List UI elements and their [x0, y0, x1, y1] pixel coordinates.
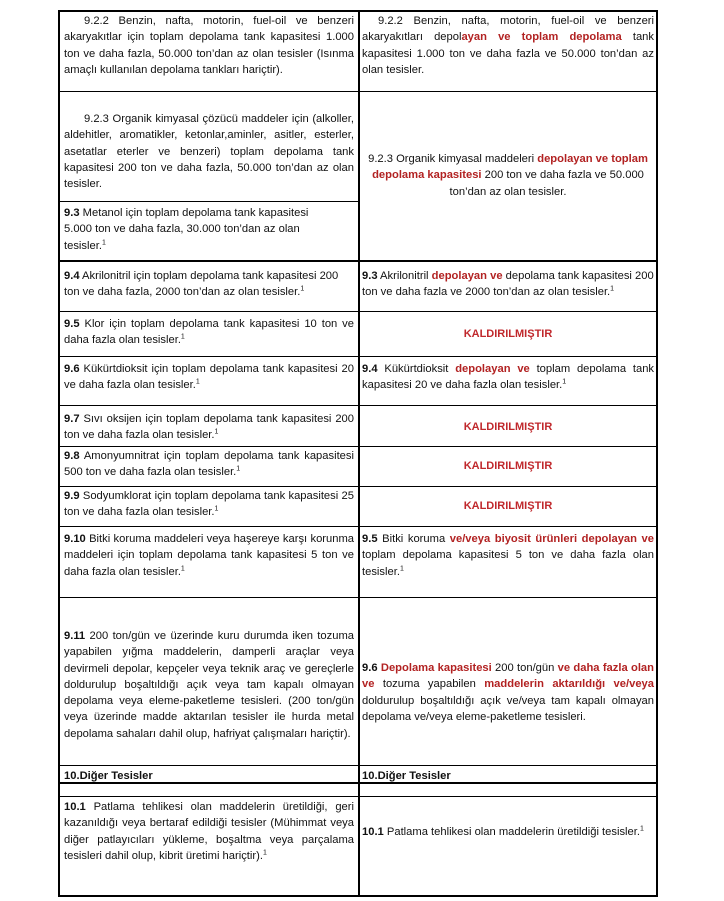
- row-separator: [58, 796, 658, 797]
- section-number: 10.: [64, 770, 80, 782]
- footnote-ref: 1: [610, 285, 615, 293]
- new-text: 200 ton/gün: [491, 662, 558, 674]
- new-provision-9-3: [362, 268, 654, 301]
- table-border-left: [58, 10, 60, 896]
- item-number: 9.4: [362, 363, 378, 375]
- item-number: 10.1: [362, 826, 384, 838]
- old-provision-9-5: [64, 316, 354, 349]
- footnote-ref: 1: [214, 505, 219, 513]
- changed-text: ve/veya biyosit ürünleri depolayan ve: [449, 533, 654, 545]
- item-number: 9.10: [64, 533, 86, 545]
- new-text: Kükürtdioksit: [377, 363, 456, 375]
- item-number: 9.3: [362, 270, 378, 282]
- new-provision-10-1: [362, 824, 654, 840]
- item-number: 9.7: [64, 413, 80, 425]
- old-provision-9-4: [64, 268, 354, 301]
- changed-text: depolayan ve toplam depolama kapasitesi: [372, 153, 648, 182]
- old-provision-9-7: [64, 411, 354, 444]
- row-separator: [58, 260, 658, 262]
- new-provision-9-2-3: [362, 151, 654, 200]
- old-text: Amonyumnitrat için toplam depolama tank kapasitesi 500 ton ve daha fazla olan tesisler.: [64, 450, 354, 479]
- old-text: 9.2.2 Benzin, nafta, motorin, fuel-oil ve benzeri akaryakıtlar için toplam depolama tank kapasitesi 1.000 ton ve daha fazla, 50.000 ton’dan az olan tesisler (Isınma amaçlı kullanılan depolama tankları hariçtir).: [64, 15, 354, 76]
- footnote-ref: 1: [180, 333, 185, 341]
- new-text: Bitki koruma: [377, 533, 450, 545]
- new-text: toplam depolama tank kapasitesi 20 ve daha fazla olan tesisler.: [362, 363, 655, 392]
- section-title: Diğer Tesisler: [79, 770, 153, 782]
- new-text: 9.2.2 Benzin, nafta, motorin, fuel-oil ve benzeri akaryakıtları depol: [362, 15, 654, 44]
- old-text: Metanol için toplam depolama tank kapasitesi 5.000 ton ve daha fazla, 30.000 ton’dan az olan tesisler.: [64, 207, 309, 252]
- old-text: 9.2.3 Organik kimyasal çözücü maddeler için (alkoller, aldehitler, aromatikler, ketonlar,aminler, asitler, esterler, asetatlar eterler ve benzeri) toplam depolama tank kapasitesi 200 ton ve daha fazla, 50.000 ton’dan az olan tesisler.: [64, 113, 354, 191]
- row-separator: [58, 446, 658, 447]
- footnote-ref: 1: [562, 378, 567, 386]
- old-provision-9-9: [64, 488, 354, 521]
- row-separator: [58, 765, 658, 766]
- old-provision-10-1: [64, 799, 354, 864]
- item-number: 9.4: [64, 270, 80, 282]
- old-text: 200 ton/gün ve üzerinde kuru durumda iken tozuma yapabilen yığma maddelerin, damperli araçlar veya devirmeli depolar, kepçeler veya teknik araç ve gereçlerle doldurulup boşaltıldığı açık veya tam kapalı olmayan depolama veya eleme-paketleme tesisleri. (200 ton/gün veya üzerinde madde aktarılan tesisler ile hurda metal depolama sahaları dahil olup, hafriyat çalışmaları hariçtir).: [64, 630, 354, 740]
- section-header-right: [362, 768, 654, 784]
- new-text: Patlama tehlikesi olan maddelerin üretildiği tesisler.: [383, 826, 640, 838]
- old-provision-9-6: [64, 361, 354, 394]
- new-text: tozuma yapabilen: [374, 678, 485, 691]
- old-text: Klor için toplam depolama tank kapasitesi 10 ton ve daha fazla olan tesisler.: [64, 318, 354, 347]
- removed-label: KALDIRILMIŞTIR: [463, 460, 553, 472]
- section-header-left: [64, 768, 354, 784]
- row-separator: [58, 895, 658, 897]
- item-number: 9.6: [362, 662, 378, 674]
- old-provision-9-10: [64, 531, 354, 580]
- old-text: Akrilonitril için toplam depolama tank kapasitesi 200 ton ve daha fazla, 2000 ton’dan az olan tesisler.: [64, 270, 339, 299]
- item-number: 9.11: [64, 630, 86, 642]
- new-text: tank kapasitesi 1.000 ton ve daha fazla ve 50.000 ton’dan az olan tesisler.: [362, 31, 654, 76]
- changed-text: ve daha fazla olan ve: [362, 662, 654, 691]
- old-provision-9-8: [64, 448, 354, 481]
- new-provision-9-5: [362, 531, 654, 580]
- new-text: Akrilonitril: [377, 270, 432, 282]
- row-separator: [58, 405, 658, 406]
- changed-text: depolayan ve: [431, 270, 503, 282]
- old-text: Sıvı oksijen için toplam depolama tank kapasitesi 200 ton ve daha fazla olan tesisler.: [64, 413, 354, 442]
- new-text: toplam depolama kapasitesi 5 ton ve daha fazla olan tesisler.: [362, 549, 654, 578]
- table-divider-middle: [358, 10, 360, 896]
- row-separator: [58, 526, 658, 527]
- item-number: 10.1: [64, 801, 86, 813]
- old-text: Bitki koruma maddeleri veya haşereye karşı korunma maddeleri için toplam depolama tank kapasitesi 5 ton ve daha fazla olan tesisler.: [64, 533, 354, 578]
- row-separator: [58, 10, 658, 12]
- item-number: 9.6: [64, 363, 80, 375]
- row-separator: [58, 486, 658, 487]
- item-number: 9.3: [64, 207, 80, 219]
- section-number: 10.: [362, 770, 378, 782]
- changed-text: Depolama kapasitesi: [377, 662, 492, 674]
- footnote-ref: 1: [236, 465, 241, 473]
- old-provision-9-11: [64, 628, 354, 742]
- removed-label: KALDIRILMIŞTIR: [463, 421, 553, 433]
- changed-text: depolayan ve: [455, 363, 530, 375]
- new-provision-9-4: [362, 361, 654, 394]
- section-title: Diğer Tesisler: [377, 770, 451, 782]
- changed-text: maddelerin aktarıldığı ve/veya: [484, 678, 654, 691]
- removed-label: KALDIRILMIŞTIR: [463, 328, 553, 340]
- old-provision-9-2-3: [64, 111, 354, 192]
- new-text: 200 ton ve daha fazla ve 50.000 ton’dan az olan tesisler.: [449, 169, 644, 198]
- new-provision-9-6: [362, 660, 654, 725]
- footnote-ref: 1: [399, 564, 404, 572]
- new-text: doldurulup boşaltıldığı açık ve/veya tam kapalı olmayan depolama ve/veya eleme-paketleme tesisleri.: [362, 694, 654, 723]
- new-text: depolama tank kapasitesi 200 ton ve daha fazla ve 2000 ton’dan az olan tesisler.: [362, 270, 654, 299]
- footnote-ref: 1: [195, 378, 200, 386]
- item-number: 9.8: [64, 450, 80, 462]
- footnote-ref: 1: [300, 285, 305, 293]
- item-number: 9.5: [64, 318, 80, 330]
- row-separator: [58, 597, 658, 598]
- new-text: 9.2.3 Organik kimyasal maddeleri: [368, 153, 538, 165]
- row-separator: [58, 356, 658, 357]
- item-number: 9.9: [64, 490, 80, 502]
- row-separator: [58, 91, 658, 92]
- row-separator: [58, 201, 358, 202]
- old-provision-9-2-2: [64, 13, 354, 78]
- footnote-ref: 1: [101, 238, 106, 246]
- old-provision-9-3: [64, 205, 334, 254]
- old-text: Patlama tehlikesi olan maddelerin üretildiği, geri kazanıldığı veya bertaraf edildiği tesisler (Mühimmat veya diğer patlayıcıları yükleme, boşaltma veya parçalama tesisleri dahil olup, kibrit üretimi hariçtir).: [64, 801, 354, 862]
- old-text: Sodyumklorat için toplam depolama tank kapasitesi 25 ton ve daha fazla olan tesisler.: [64, 490, 354, 519]
- table-border-right: [656, 10, 658, 896]
- footnote-ref: 1: [214, 428, 219, 436]
- footnote-ref: 1: [639, 825, 644, 833]
- row-separator: [58, 311, 658, 312]
- item-number: 9.5: [362, 533, 378, 545]
- changed-text: ayan ve toplam depolama: [461, 31, 622, 44]
- footnote-ref: 1: [180, 564, 185, 572]
- old-text: Kükürtdioksit için toplam depolama tank kapasitesi 20 ve daha fazla olan tesisler.: [64, 363, 354, 392]
- removed-label: KALDIRILMIŞTIR: [463, 500, 553, 512]
- new-provision-9-2-2: [362, 13, 654, 78]
- footnote-ref: 1: [262, 849, 267, 857]
